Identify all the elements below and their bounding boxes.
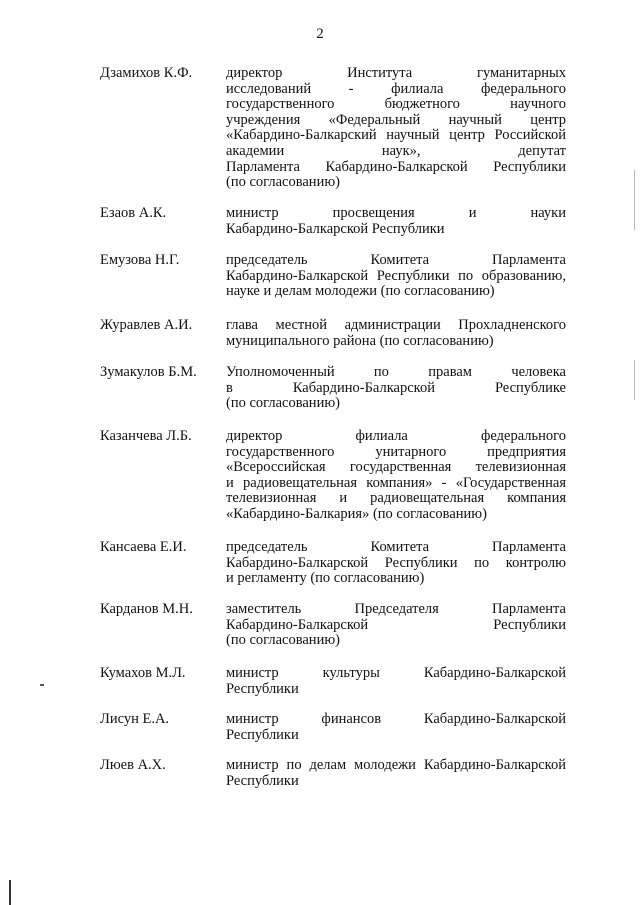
position-line: академии наук», депутат [226,142,566,159]
member-position [226,66,566,191]
member-position [226,318,566,349]
position-line: Республики [226,726,299,743]
position-line: (по согласованию) [226,632,340,649]
position-line: Кабардино-Балкарской Республики по контролю [226,554,566,571]
member-name: Дзамихов К.Ф. [100,65,193,81]
position-line: заместитель Председателя Парламента [226,601,566,617]
scan-artifact-right-edge-lower [634,360,635,400]
position-line: Кабардино-Балкарской Республики [226,220,445,237]
member-position [226,253,566,300]
member-position [226,758,566,789]
member-position [226,540,566,587]
position-line: телевизионная и радиовещательная компания [226,490,566,507]
position-line: министр просвещения и науки [226,205,566,221]
position-line: государственного бюджетного научного [226,96,566,113]
page-number: 2 [316,26,324,42]
position-line: Уполномоченный по правам человека [226,364,566,380]
member-name: Кумахов М.Л. [100,665,186,681]
position-line: министр по делам молодежи Кабардино-Балкарской [226,757,566,773]
member-name: Журавлев А.И. [100,317,193,333]
position-line: муниципального района (по согласованию) [226,332,494,349]
position-line: «Кабардино-Балкария» (по согласованию) [226,505,487,522]
member-position [226,602,566,649]
position-line: директор Института гуманитарных [226,65,566,81]
position-line: в Кабардино-Балкарской Республике [226,379,566,396]
position-line: и радиовещательная компания» - «Государственная [226,474,566,491]
member-name: Емузова Н.Г. [100,252,180,268]
position-line: председатель Комитета Парламента [226,539,566,555]
position-line: Республики [226,680,299,697]
position-line: (по согласованию) [226,174,340,191]
position-line: председатель Комитета Парламента [226,252,566,268]
position-line: Кабардино-Балкарской Республики [226,616,566,633]
position-line: министр финансов Кабардино-Балкарской [226,711,566,727]
member-name: Зумакулов Б.М. [100,364,197,380]
position-line: науке и делам молодежи (по согласованию) [226,283,495,300]
position-line: и регламенту (по согласованию) [226,570,425,587]
position-line: министр культуры Кабардино-Балкарской [226,665,566,681]
position-line: (по согласованию) [226,395,340,412]
scan-artifact-right-edge [634,170,635,230]
member-name: Люев А.Х. [100,757,166,773]
member-name: Езаов А.К. [100,205,167,221]
position-line: Парламента Кабардино-Балкарской Республики [226,158,566,175]
position-line: учреждения «Федеральный научный центр [226,111,566,128]
scan-artifact-bottom-left [9,880,11,905]
position-line: Кабардино-Балкарской Республики по образованию, [226,267,566,284]
member-position [226,206,566,237]
member-name: Кансаева Е.И. [100,539,187,555]
position-line: исследований - филиала федерального [226,80,566,97]
position-line: директор филиала федерального [226,428,566,444]
position-line: государственного унитарного предприятия [226,443,566,460]
member-position [226,365,566,412]
member-name: Казанчева Л.Б. [100,428,192,444]
member-name: Карданов М.Н. [100,601,193,617]
position-line: Республики [226,772,299,789]
member-position [226,712,566,743]
position-line: «Кабардино-Балкарский научный центр Российской [226,127,566,144]
member-position [226,666,566,697]
position-line: «Всероссийская государственная телевизионная [226,459,566,476]
member-position [226,429,566,523]
position-line: глава местной администрации Прохладненского [226,317,566,333]
scan-artifact-dot-left [40,684,44,686]
member-name: Лисун Е.А. [100,711,170,727]
